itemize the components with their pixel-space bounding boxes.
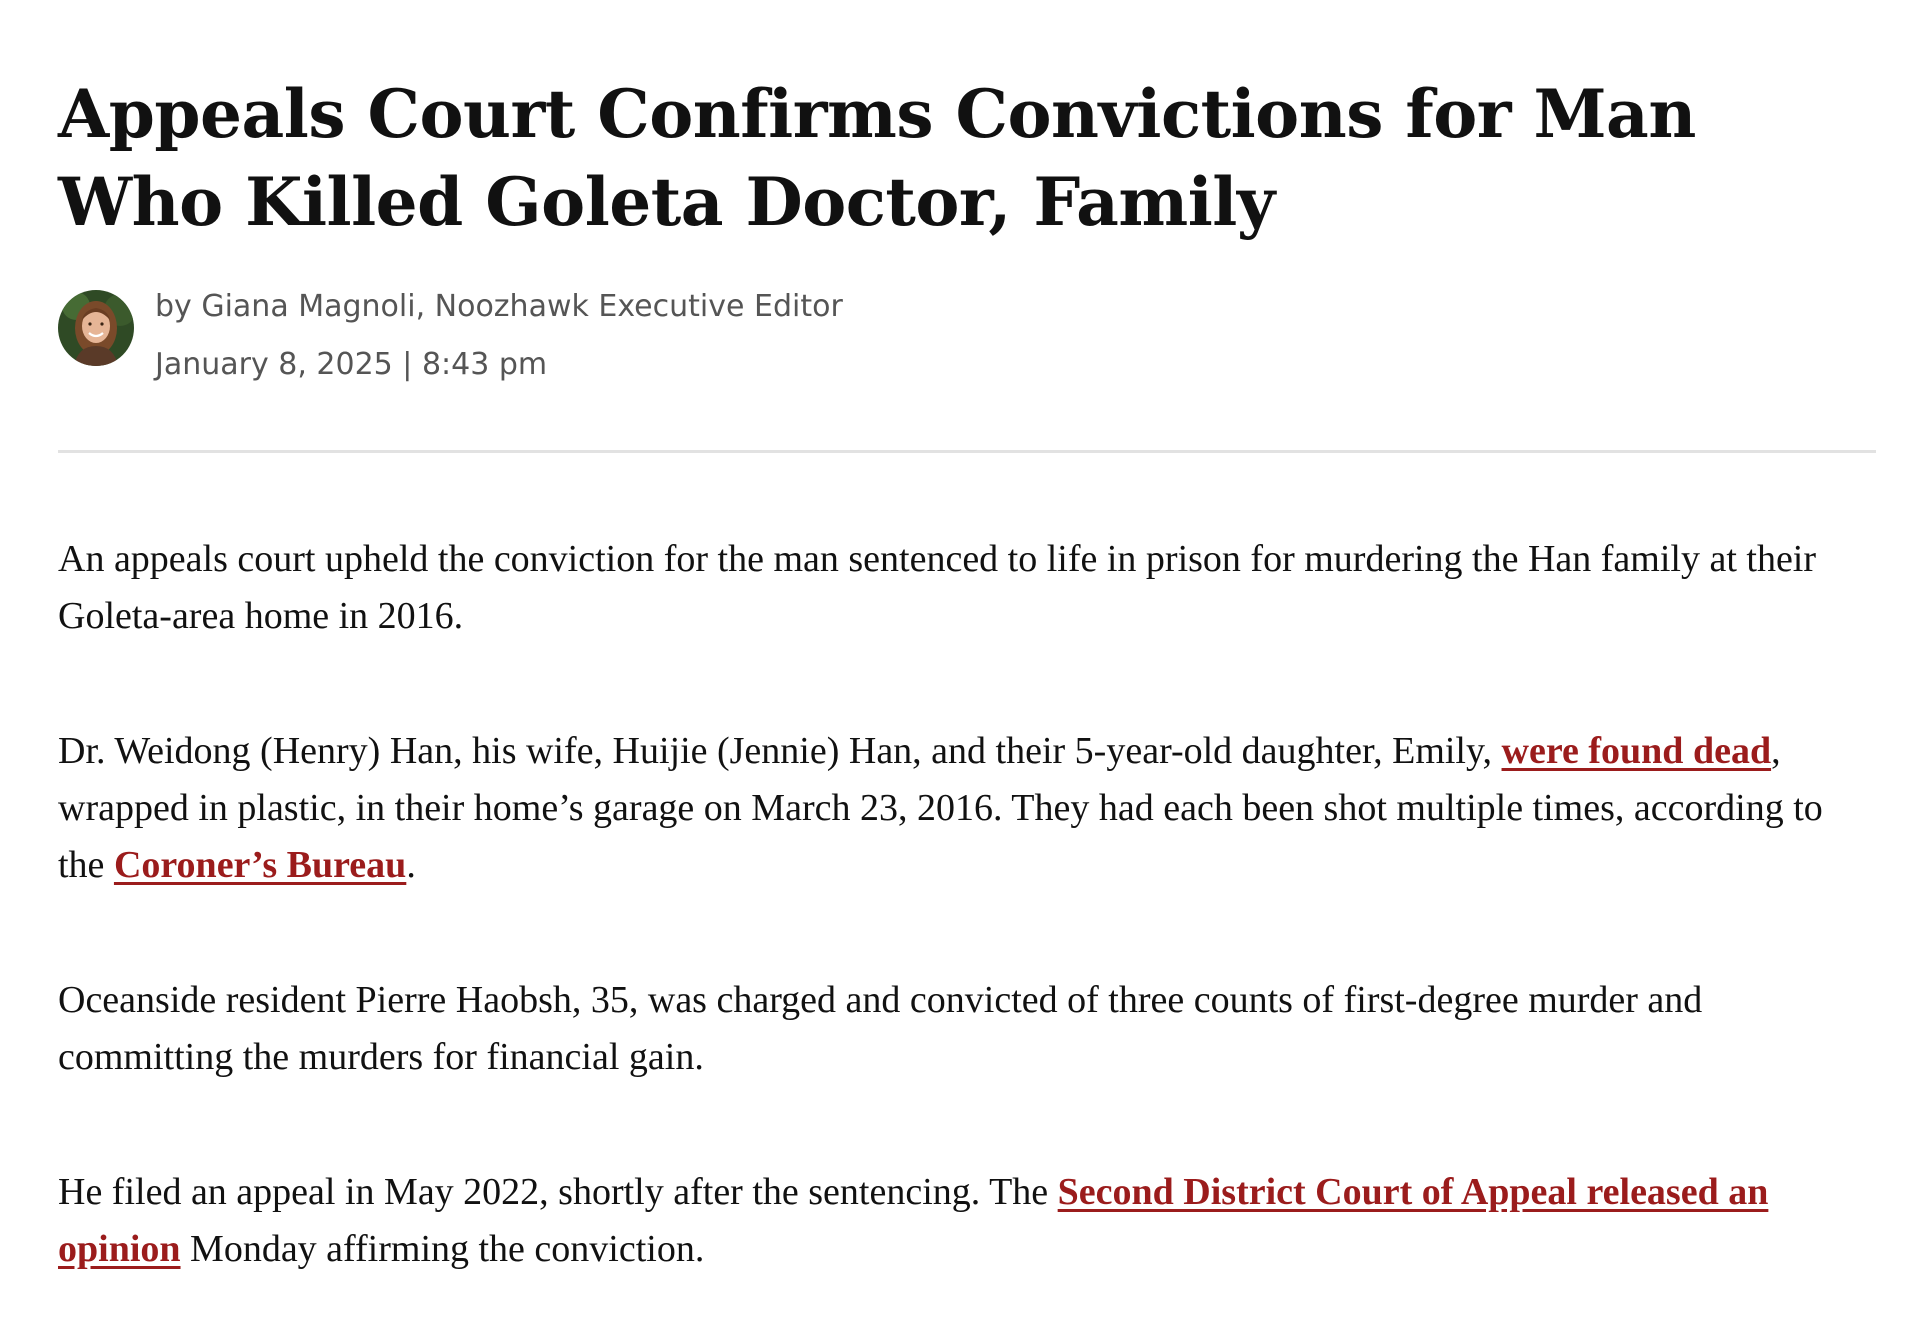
- publish-date: January 8, 2025 | 8:43 pm: [155, 347, 548, 382]
- paragraph-4-text-a: He filed an appeal in May 2022, shortly after the sentencing. The: [58, 1171, 1058, 1213]
- found-dead-link[interactable]: were found dead: [1501, 730, 1772, 772]
- appeal-opinion-link[interactable]: Second District Court of Appeal released an opinion: [58, 1171, 1769, 1270]
- article-headline: Appeals Court Confirms Convictions for Man Who Killed Goleta Doctor, Family: [58, 75, 1696, 241]
- paragraph-1: An appeals court upheld the conviction for the man sentenced to life in prison for murdering the Han family at their Goleta-area home in 2016.: [58, 538, 1817, 637]
- paragraph-2-text-b: , wrapped in plastic, in their home’s garage on March 23, 2016. They had each been shot multiple times, according to the: [58, 730, 1823, 886]
- paragraph-4: [58, 1164, 1878, 1278]
- paragraph-2-text-c: .: [406, 844, 416, 886]
- paragraph-3: Oceanside resident Pierre Haobsh, 35, was charged and convicted of three counts of first-degree murder and committing the murders for financial gain.: [58, 979, 1703, 1078]
- byline-meta: [155, 278, 843, 394]
- author-portrait-icon: [58, 290, 134, 366]
- author-credit[interactable]: by Giana Magnoli, Noozhawk Executive Editor: [155, 289, 843, 324]
- article-body: [58, 531, 1878, 1278]
- coroners-bureau-link[interactable]: Coroner’s Bureau: [113, 844, 407, 886]
- paragraph-4-text-b: Monday affirming the conviction.: [180, 1228, 705, 1270]
- author-byline: [58, 286, 1875, 394]
- author-avatar[interactable]: [58, 290, 134, 366]
- paragraph-2-text-a: Dr. Weidong (Henry) Han, his wife, Huijie (Jennie) Han, and their 5-year-old daughter, Emily,: [58, 730, 1502, 772]
- header-divider: [58, 450, 1876, 453]
- paragraph-2: [58, 723, 1878, 894]
